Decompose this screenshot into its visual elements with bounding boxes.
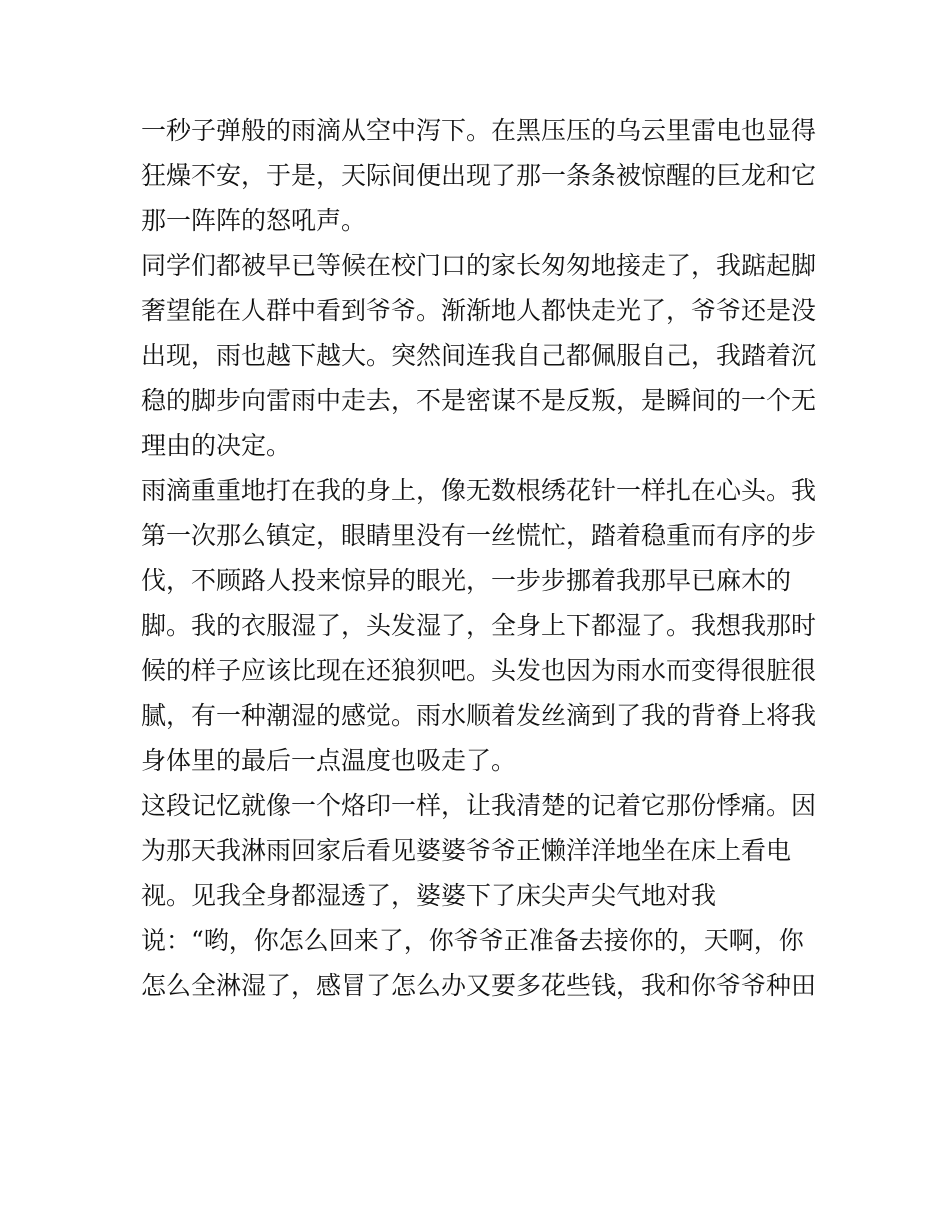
text-line: 脚。我的衣服湿了，头发湿了，全身上下都湿了。我想我那时 — [141, 611, 816, 640]
text-line: 雨滴重重地打在我的身上，像无数根绣花针一样扎在心头。我 — [141, 476, 816, 505]
text-line: 奢望能在人群中看到爷爷。渐渐地人都快走光了，爷爷还是没 — [141, 296, 816, 325]
text-line: 稳的脚步向雷雨中走去，不是密谋不是反叛，是瞬间的一个无 — [141, 386, 816, 415]
text-line: 同学们都被早已等候在校门口的家长匆匆地接走了，我踮起脚 — [141, 251, 816, 280]
text-line: 伐，不顾路人投来惊异的眼光，一步步挪着我那早已麻木的 — [141, 566, 792, 595]
text-line: 腻，有一种潮湿的感觉。雨水顺着发丝滴到了我的背脊上将我 — [141, 701, 816, 730]
document-body — [141, 108, 816, 1008]
text-line: 第一次那么镇定，眼睛里没有一丝慌忙，踏着稳重而有序的步 — [141, 521, 816, 550]
text-line: 怎么全淋湿了，感冒了怎么办又要多花些钱，我和你爷爷种田 — [141, 971, 816, 1000]
text-line: 那一阵阵的怒吼声。 — [141, 206, 367, 235]
text-line: 出现，雨也越下越大。突然间连我自己都佩服自己，我踏着沉 — [141, 341, 816, 370]
text-line: 身体里的最后一点温度也吸走了。 — [141, 746, 517, 775]
text-line: 视。见我全身都湿透了，婆婆下了床尖声尖气地对我 — [141, 881, 717, 910]
text-line: 狂燥不安，于是，天际间便出现了那一条条被惊醒的巨龙和它 — [141, 161, 816, 190]
text-line: 理由的决定。 — [141, 431, 292, 460]
text-line: 说：“哟，你怎么回来了，你爷爷正准备去接你的，天啊，你 — [141, 926, 804, 955]
text-line: 为那天我淋雨回家后看见婆婆爷爷正懒洋洋地坐在床上看电 — [141, 836, 792, 865]
text-line: 候的样子应该比现在还狼狈吧。头发也因为雨水而变得很脏很 — [141, 656, 816, 685]
text-line: 一秒子弹般的雨滴从空中泻下。在黑压压的乌云里雷电也显得 — [141, 116, 816, 145]
text-line: 这段记忆就像一个烙印一样，让我清楚的记着它那份悸痛。因 — [141, 791, 816, 820]
